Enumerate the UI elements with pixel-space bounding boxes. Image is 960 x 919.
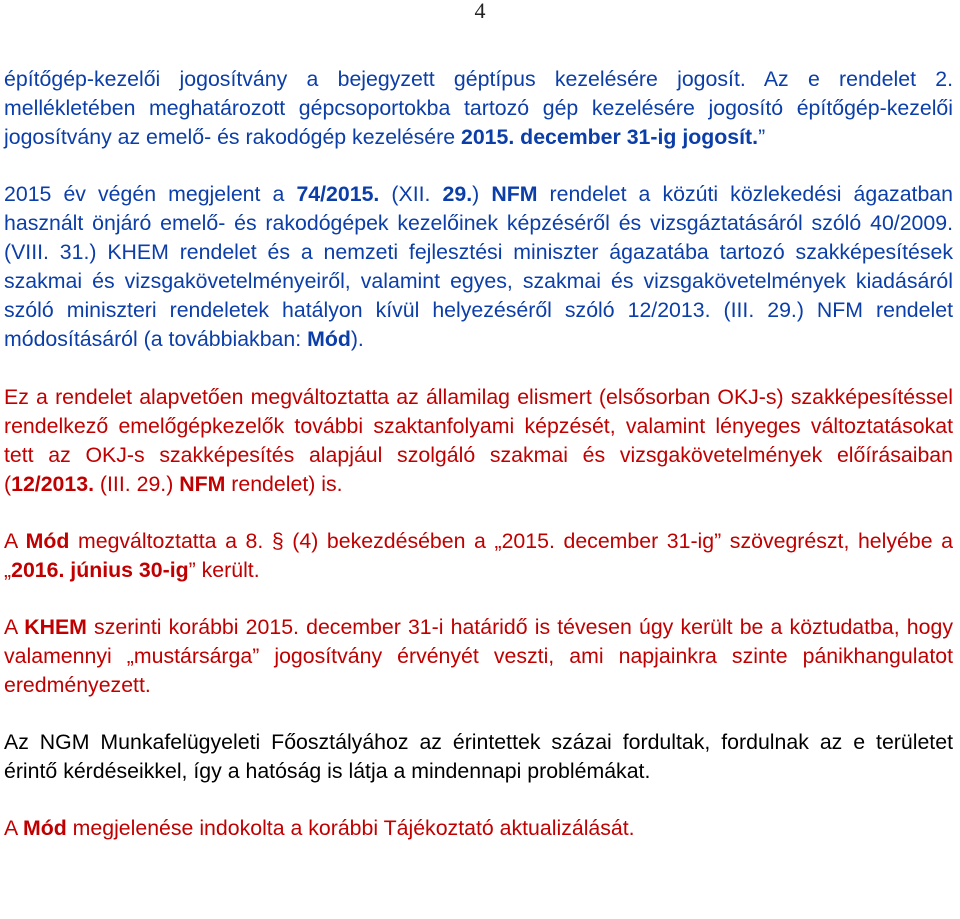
paragraph-3 — [4, 383, 953, 499]
text-run: megváltoztatta a 8. § (4) bekezdésében a „2015. december 31-ig” szövegrészt, helyébe a „ — [4, 529, 953, 582]
emphasis-run: Mód — [22, 816, 67, 840]
paragraph-6 — [4, 728, 953, 786]
text-run: ) — [472, 182, 492, 206]
text-run: Az NGM Munkafelügyeleti Főosztályához az érintettek százai fordultak, fordulnak az e területet érintő kérdéseikkel, így a hatóság is látja a mindennapi problémákat. — [4, 730, 953, 783]
paragraph-5 — [4, 613, 953, 700]
text-run: (XII. — [379, 182, 443, 206]
text-run: A — [4, 615, 25, 639]
emphasis-run: NFM — [179, 472, 226, 496]
text-run: ” került. — [188, 558, 260, 582]
paragraph-7 — [4, 814, 953, 843]
emphasis-run: Mód — [307, 327, 351, 351]
text-run: építőgép-kezelői jogosítvány a bejegyzett géptípus kezelésére jogosít. Az e rendelet 2. mellékletében meghatározott gépcsoportokba tartozó gép kezelésére jogosító építőgép-kezelői jogosítvány az emelő- és rakodógép kezelésére — [4, 67, 953, 149]
page-number: 4 — [474, 0, 486, 23]
text-run: szerinti korábbi 2015. december 31-i határidő is tévesen úgy került be a köztudatba, hogy valamennyi „mustársárga” jogosítvány érvényét veszti, ami napjainkra szinte pánikhangulatot eredményezett. — [4, 615, 953, 697]
emphasis-run: KHEM — [24, 615, 87, 639]
document-body — [4, 65, 953, 843]
paragraph-4 — [4, 527, 953, 585]
text-run: (III. 29.) — [94, 472, 180, 496]
text-run: megjelenése indokolta a korábbi Tájékoztató aktualizálását. — [66, 816, 635, 840]
text-run: rendelet a közúti közlekedési ágazatban használt önjáró emelő- és rakodógépek kezelőinek képzéséről és vizsgáztatásáról szóló 40/2009. (VIII. 31.) KHEM rendelet és a nemzeti fejlesztési miniszter ágazatába tartozó szakképesítések szakmai és vizsgakövetelményeiről, valamint egyes, szakmai és vizsgakövetelmények kiadásáról szóló miniszteri rendeletek hatályon kívül helyezéséről szóló 12/2013. (III. 29.) NFM rendelet módosításáról (a továbbiakban: — [4, 182, 953, 351]
text-run: ). — [350, 327, 364, 351]
text-run: rendelet) is. — [225, 472, 343, 496]
emphasis-run: 29. — [442, 182, 473, 206]
text-run: 2015 év végén megjelent a — [4, 182, 297, 206]
text-run: ” — [758, 125, 766, 149]
emphasis-run: 2015. december 31-ig jogosít. — [460, 125, 759, 149]
paragraph-1 — [4, 65, 953, 152]
paragraph-2 — [4, 180, 953, 354]
text-run: A — [4, 816, 23, 840]
emphasis-run: 12/2013. — [11, 472, 94, 496]
text-run: Ez a rendelet alapvetően megváltoztatta az államilag elismert (elsősorban OKJ-s) szakképesítéssel rendelkező emelőgépkezelők további szaktanfolyami képzését, valamint lényeges változtatásokat tett az OKJ-s szakképesítés alapjául szolgáló szakmai és vizsgakövetelmények előírásaiban ( — [4, 385, 953, 496]
emphasis-run: 2016. június 30-ig — [11, 558, 189, 582]
text-run: A — [4, 529, 26, 553]
emphasis-run: Mód — [25, 529, 70, 553]
emphasis-run: 74/2015. — [296, 182, 380, 206]
emphasis-run: NFM — [491, 182, 538, 206]
